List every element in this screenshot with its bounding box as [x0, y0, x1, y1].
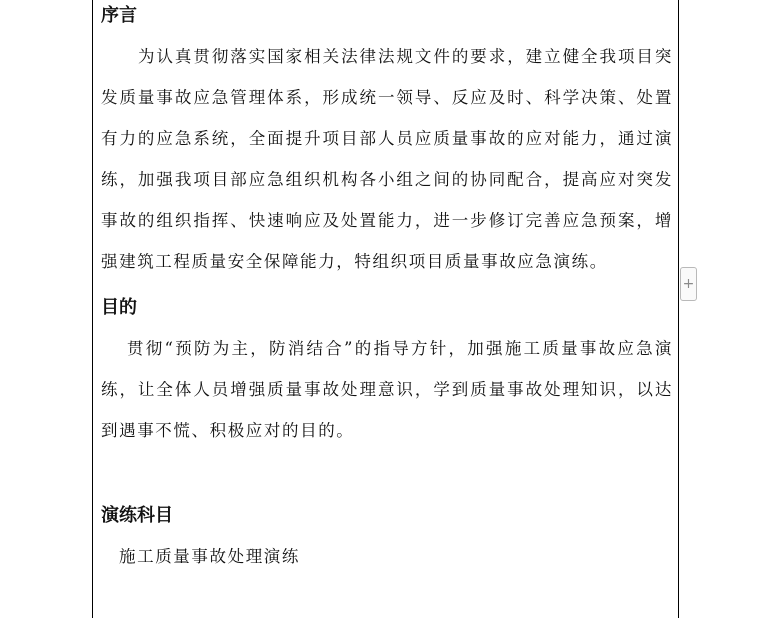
purpose-heading: 目的 [101, 297, 137, 318]
preface-paragraph: 为认真贯彻落实国家相关法律法规文件的要求，建立健全我项目突发质量事故应急管理体系，形成统一领导、反应及时、科学决策、处置有力的应急系统，全面提升项目部人员应质量事故的应对能力，通过演练，加强我项目部应急组织机构各小组之间的协同配合，提高应对突发事故的组织指挥、快速响应及处置能力，进一步修订完善应急预案，增强建筑工程质量安全保障能力，特组织项目质量事故应急演练。 [101, 47, 673, 271]
add-block-button[interactable] [680, 267, 697, 301]
plus-icon: + [682, 276, 695, 292]
purpose-paragraph: 贯彻“预防为主，防消结合”的指导方针，加强施工质量事故应急演练，让全体人员增强质量事故处理意识，学到质量事故处理知识，以达到遇事不慌、积极应对的目的。 [101, 339, 673, 440]
drill-subject-paragraph: 施工质量事故处理演练 [119, 547, 300, 566]
document-page [92, 0, 679, 618]
preface-heading: 序言 [101, 5, 137, 26]
drill-subject-heading: 演练科目 [101, 505, 173, 526]
